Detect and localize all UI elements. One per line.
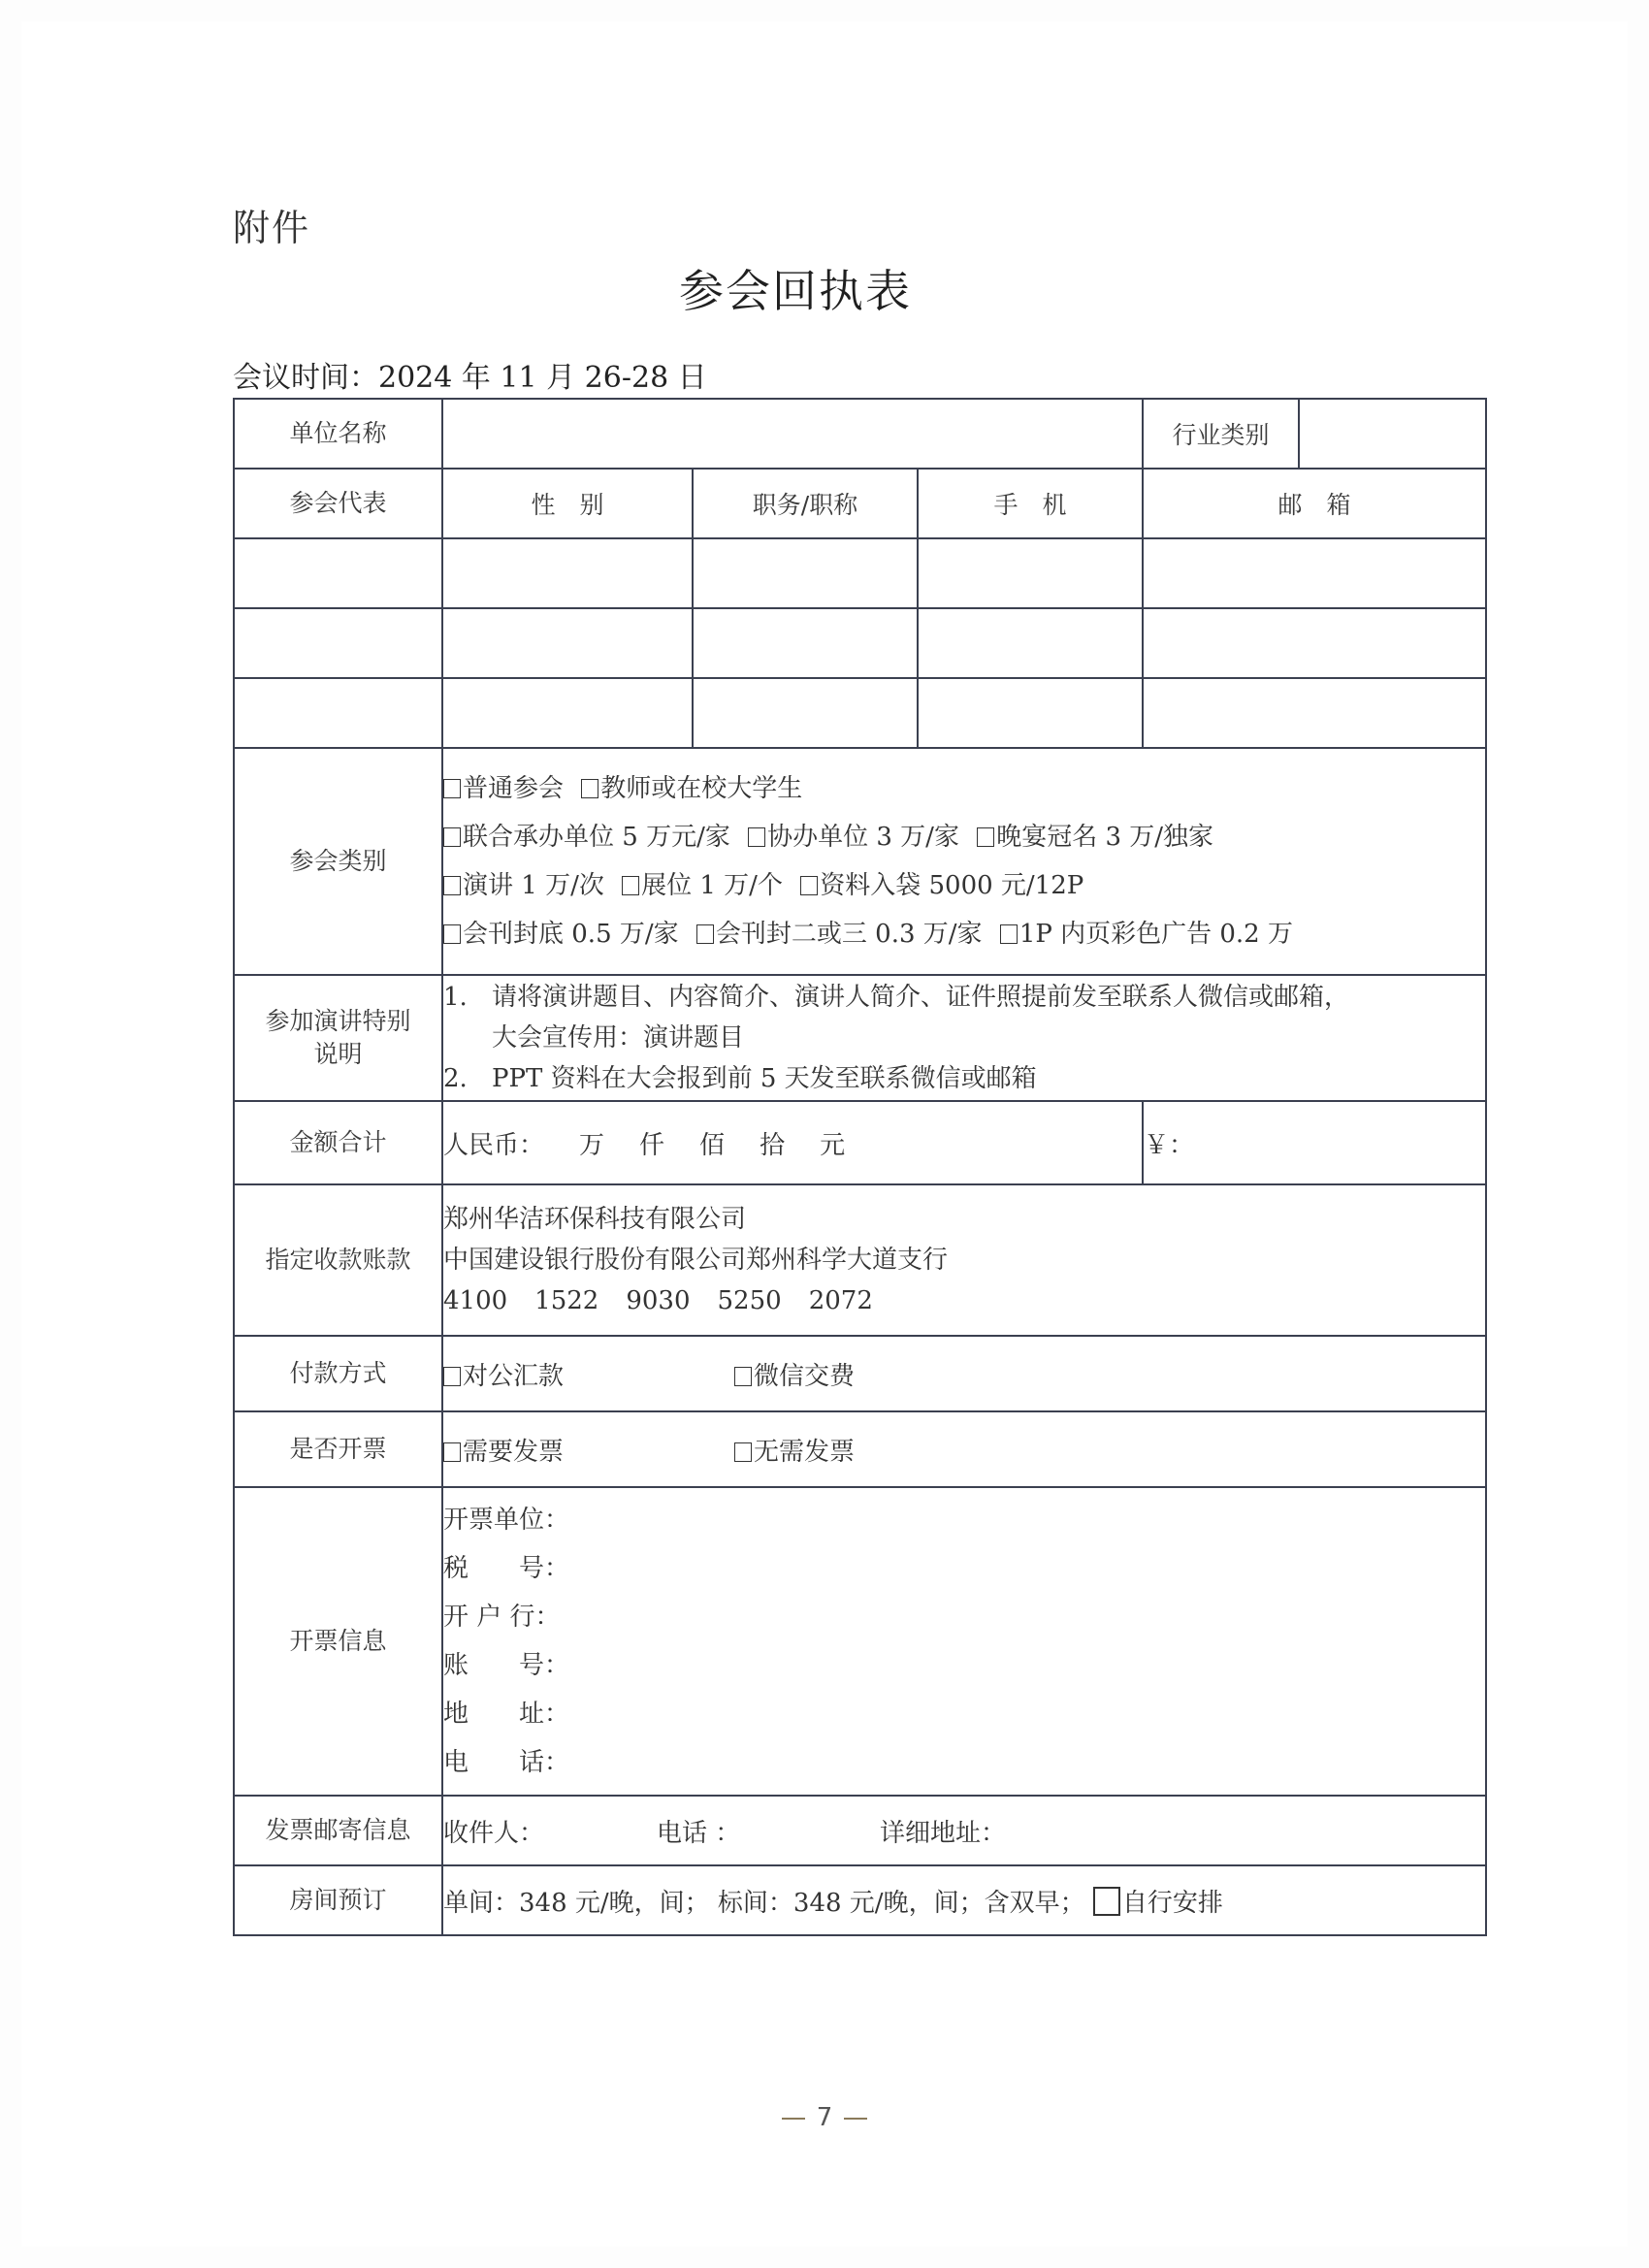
category-row <box>234 748 1486 975</box>
representative-row <box>234 538 1486 608</box>
rep-email-field[interactable] <box>1143 678 1486 748</box>
checkbox-icon[interactable] <box>443 779 461 798</box>
self-arrange-option[interactable]: 自行安排 <box>1093 1889 1223 1918</box>
bank-name: 中国建设银行股份有限公司郑州科学大道支行 <box>443 1246 949 1275</box>
checkbox-icon[interactable] <box>977 827 994 847</box>
checkbox-icon[interactable] <box>734 1367 752 1386</box>
position-header: 职务/职称 <box>693 469 918 538</box>
unit-name-label: 单位名称 <box>234 399 442 469</box>
rep-mobile-field[interactable] <box>918 678 1143 748</box>
category-option-back-cover[interactable]: 会刊封底 0.5 万/家 <box>443 910 679 958</box>
invoice-tax-id-field[interactable]: 税 号： <box>443 1554 570 1583</box>
checkbox-icon[interactable] <box>622 876 639 895</box>
checkbox-icon[interactable] <box>443 1367 461 1386</box>
rep-position-field[interactable] <box>693 608 918 678</box>
invoice-option-not-required[interactable]: 无需发票 <box>734 1432 1025 1468</box>
invoice-phone-field[interactable]: 电 话： <box>443 1748 570 1777</box>
payment-method-row <box>234 1336 1486 1411</box>
room-booking-label: 房间预订 <box>234 1865 442 1935</box>
account-number: 4100 1522 9030 5250 2072 <box>443 1286 873 1315</box>
room-booking-content <box>442 1865 1486 1935</box>
amount-label: 金额合计 <box>234 1101 442 1184</box>
checkbox-icon[interactable] <box>696 924 714 944</box>
dash-decoration <box>844 2118 867 2120</box>
rep-gender-field[interactable] <box>442 538 693 608</box>
category-option-inside-cover[interactable]: 会刊封二或三 0.3 万/家 <box>696 910 983 958</box>
speech-note-2: 2. PPT 资料在大会报到前 5 天发至联系微信或邮箱 <box>443 1064 1037 1093</box>
invoice-address-field[interactable]: 地 址： <box>443 1700 570 1729</box>
representative-header-row <box>234 469 1486 538</box>
checkbox-icon[interactable] <box>734 1442 752 1462</box>
invoice-bank-field[interactable]: 开 户 行： <box>443 1603 561 1632</box>
invoice-company-field[interactable]: 开票单位： <box>443 1506 570 1535</box>
page-title: 参会回执表 <box>679 265 912 317</box>
category-option-dinner-sponsor[interactable]: 晚宴冠名 3 万/独家 <box>977 813 1213 861</box>
rep-gender-field[interactable] <box>442 608 693 678</box>
category-option-teacher-student[interactable]: 教师或在校大学生 <box>581 764 802 813</box>
amount-rmb-field[interactable] <box>442 1101 1143 1184</box>
invoice-info-label: 开票信息 <box>234 1487 442 1796</box>
representative-row <box>234 608 1486 678</box>
room-booking-row <box>234 1865 1486 1935</box>
category-option-line <box>443 910 1485 958</box>
mail-phone-field[interactable]: 电话 ： <box>657 1818 741 1848</box>
checkbox-icon[interactable] <box>1093 1887 1120 1916</box>
rmb-label: 人民币： <box>443 1130 545 1160</box>
checkbox-icon[interactable] <box>443 924 461 944</box>
category-option-line <box>443 764 1485 813</box>
page-number: 7 <box>0 2103 1649 2132</box>
rep-email-field[interactable] <box>1143 538 1486 608</box>
representative-row <box>234 678 1486 748</box>
checkbox-icon[interactable] <box>443 827 461 847</box>
invoice-needed-label: 是否开票 <box>234 1411 442 1487</box>
invoice-info-fields <box>442 1487 1486 1796</box>
mail-address-field[interactable]: 详细地址： <box>880 1818 1007 1848</box>
bank-account-label: 指定收款账款 <box>234 1184 442 1336</box>
checkbox-icon[interactable] <box>800 876 818 895</box>
invoice-mail-row <box>234 1796 1486 1865</box>
category-option-inner-page-ad[interactable]: 1P 内页彩色广告 0.2 万 <box>1000 910 1293 958</box>
invoice-info-row <box>234 1487 1486 1796</box>
invoice-needed-options <box>442 1411 1486 1487</box>
category-option-line <box>443 813 1485 861</box>
rep-mobile-field[interactable] <box>918 608 1143 678</box>
speech-notes-content <box>442 975 1486 1101</box>
category-option-general[interactable]: 普通参会 <box>443 764 564 813</box>
dash-decoration <box>782 2118 805 2120</box>
speech-note-1-continued: 大会宣传用：演讲题目 <box>492 1023 745 1053</box>
category-option-booth[interactable]: 展位 1 万/个 <box>622 861 783 910</box>
bank-account-info <box>442 1184 1486 1336</box>
rep-mobile-field[interactable] <box>918 538 1143 608</box>
representative-header: 参会代表 <box>234 469 442 538</box>
checkbox-icon[interactable] <box>1000 924 1018 944</box>
unit-name-row <box>234 399 1486 469</box>
registration-form-table <box>233 398 1487 1936</box>
checkbox-icon[interactable] <box>443 1442 461 1462</box>
email-header: 邮 箱 <box>1143 469 1486 538</box>
speech-notes-row <box>234 975 1486 1101</box>
attachment-label: 附件 <box>233 207 311 249</box>
category-option-speech[interactable]: 演讲 1 万/次 <box>443 861 604 910</box>
yen-label: ￥： <box>1144 1130 1195 1160</box>
category-label: 参会类别 <box>234 748 442 975</box>
rep-gender-field[interactable] <box>442 678 693 748</box>
bank-account-row <box>234 1184 1486 1336</box>
amount-row <box>234 1101 1486 1184</box>
category-option-bag-insert[interactable]: 资料入袋 5000 元/12P <box>800 861 1083 910</box>
payment-option-bank-transfer[interactable]: 对公汇款 <box>443 1356 734 1392</box>
gender-header: 性 别 <box>442 469 693 538</box>
checkbox-icon[interactable] <box>581 779 598 798</box>
meeting-time: 会议时间：2024 年 11 月 26-28 日 <box>233 361 707 395</box>
category-option-co-organizer[interactable]: 联合承办单位 5 万元/家 <box>443 813 730 861</box>
payment-option-wechat[interactable]: 微信交费 <box>734 1356 1025 1392</box>
mobile-header: 手 机 <box>918 469 1143 538</box>
invoice-option-required[interactable]: 需要发票 <box>443 1432 734 1468</box>
recipient-field[interactable]: 收件人： <box>443 1818 545 1848</box>
payee-company: 郑州华洁环保科技有限公司 <box>443 1205 747 1234</box>
invoice-mail-fields <box>442 1796 1486 1865</box>
industry-field[interactable] <box>1299 399 1486 469</box>
industry-label: 行业类别 <box>1143 399 1299 469</box>
invoice-mail-label: 发票邮寄信息 <box>234 1796 442 1865</box>
amount-yen-field[interactable] <box>1143 1101 1486 1184</box>
category-option-assistant-organizer[interactable]: 协办单位 3 万/家 <box>748 813 959 861</box>
room-rates-text: 单间：348 元/晚，间； 标间：348 元/晚，间；含双早； <box>443 1888 1085 1918</box>
payment-method-label: 付款方式 <box>234 1336 442 1411</box>
rep-email-field[interactable] <box>1143 608 1486 678</box>
rep-name-field[interactable] <box>234 608 442 678</box>
payment-method-options <box>442 1336 1486 1411</box>
rep-name-field[interactable] <box>234 538 442 608</box>
unit-name-field[interactable] <box>442 399 1143 469</box>
speech-note-1: 1. 请将演讲题目、内容简介、演讲人简介、证件照提前发至联系人微信或邮箱， <box>443 983 1350 1012</box>
invoice-account-field[interactable]: 账 号： <box>443 1651 570 1680</box>
checkbox-icon[interactable] <box>748 827 765 847</box>
rmb-units: 万 仟 佰 拾 元 <box>579 1130 846 1160</box>
category-options <box>442 748 1486 975</box>
category-option-line <box>443 861 1485 910</box>
checkbox-icon[interactable] <box>443 876 461 895</box>
invoice-needed-row <box>234 1411 1486 1487</box>
rep-position-field[interactable] <box>693 678 918 748</box>
rep-position-field[interactable] <box>693 538 918 608</box>
rep-name-field[interactable] <box>234 678 442 748</box>
speech-notes-label: 参加演讲特别 说明 <box>234 975 442 1101</box>
